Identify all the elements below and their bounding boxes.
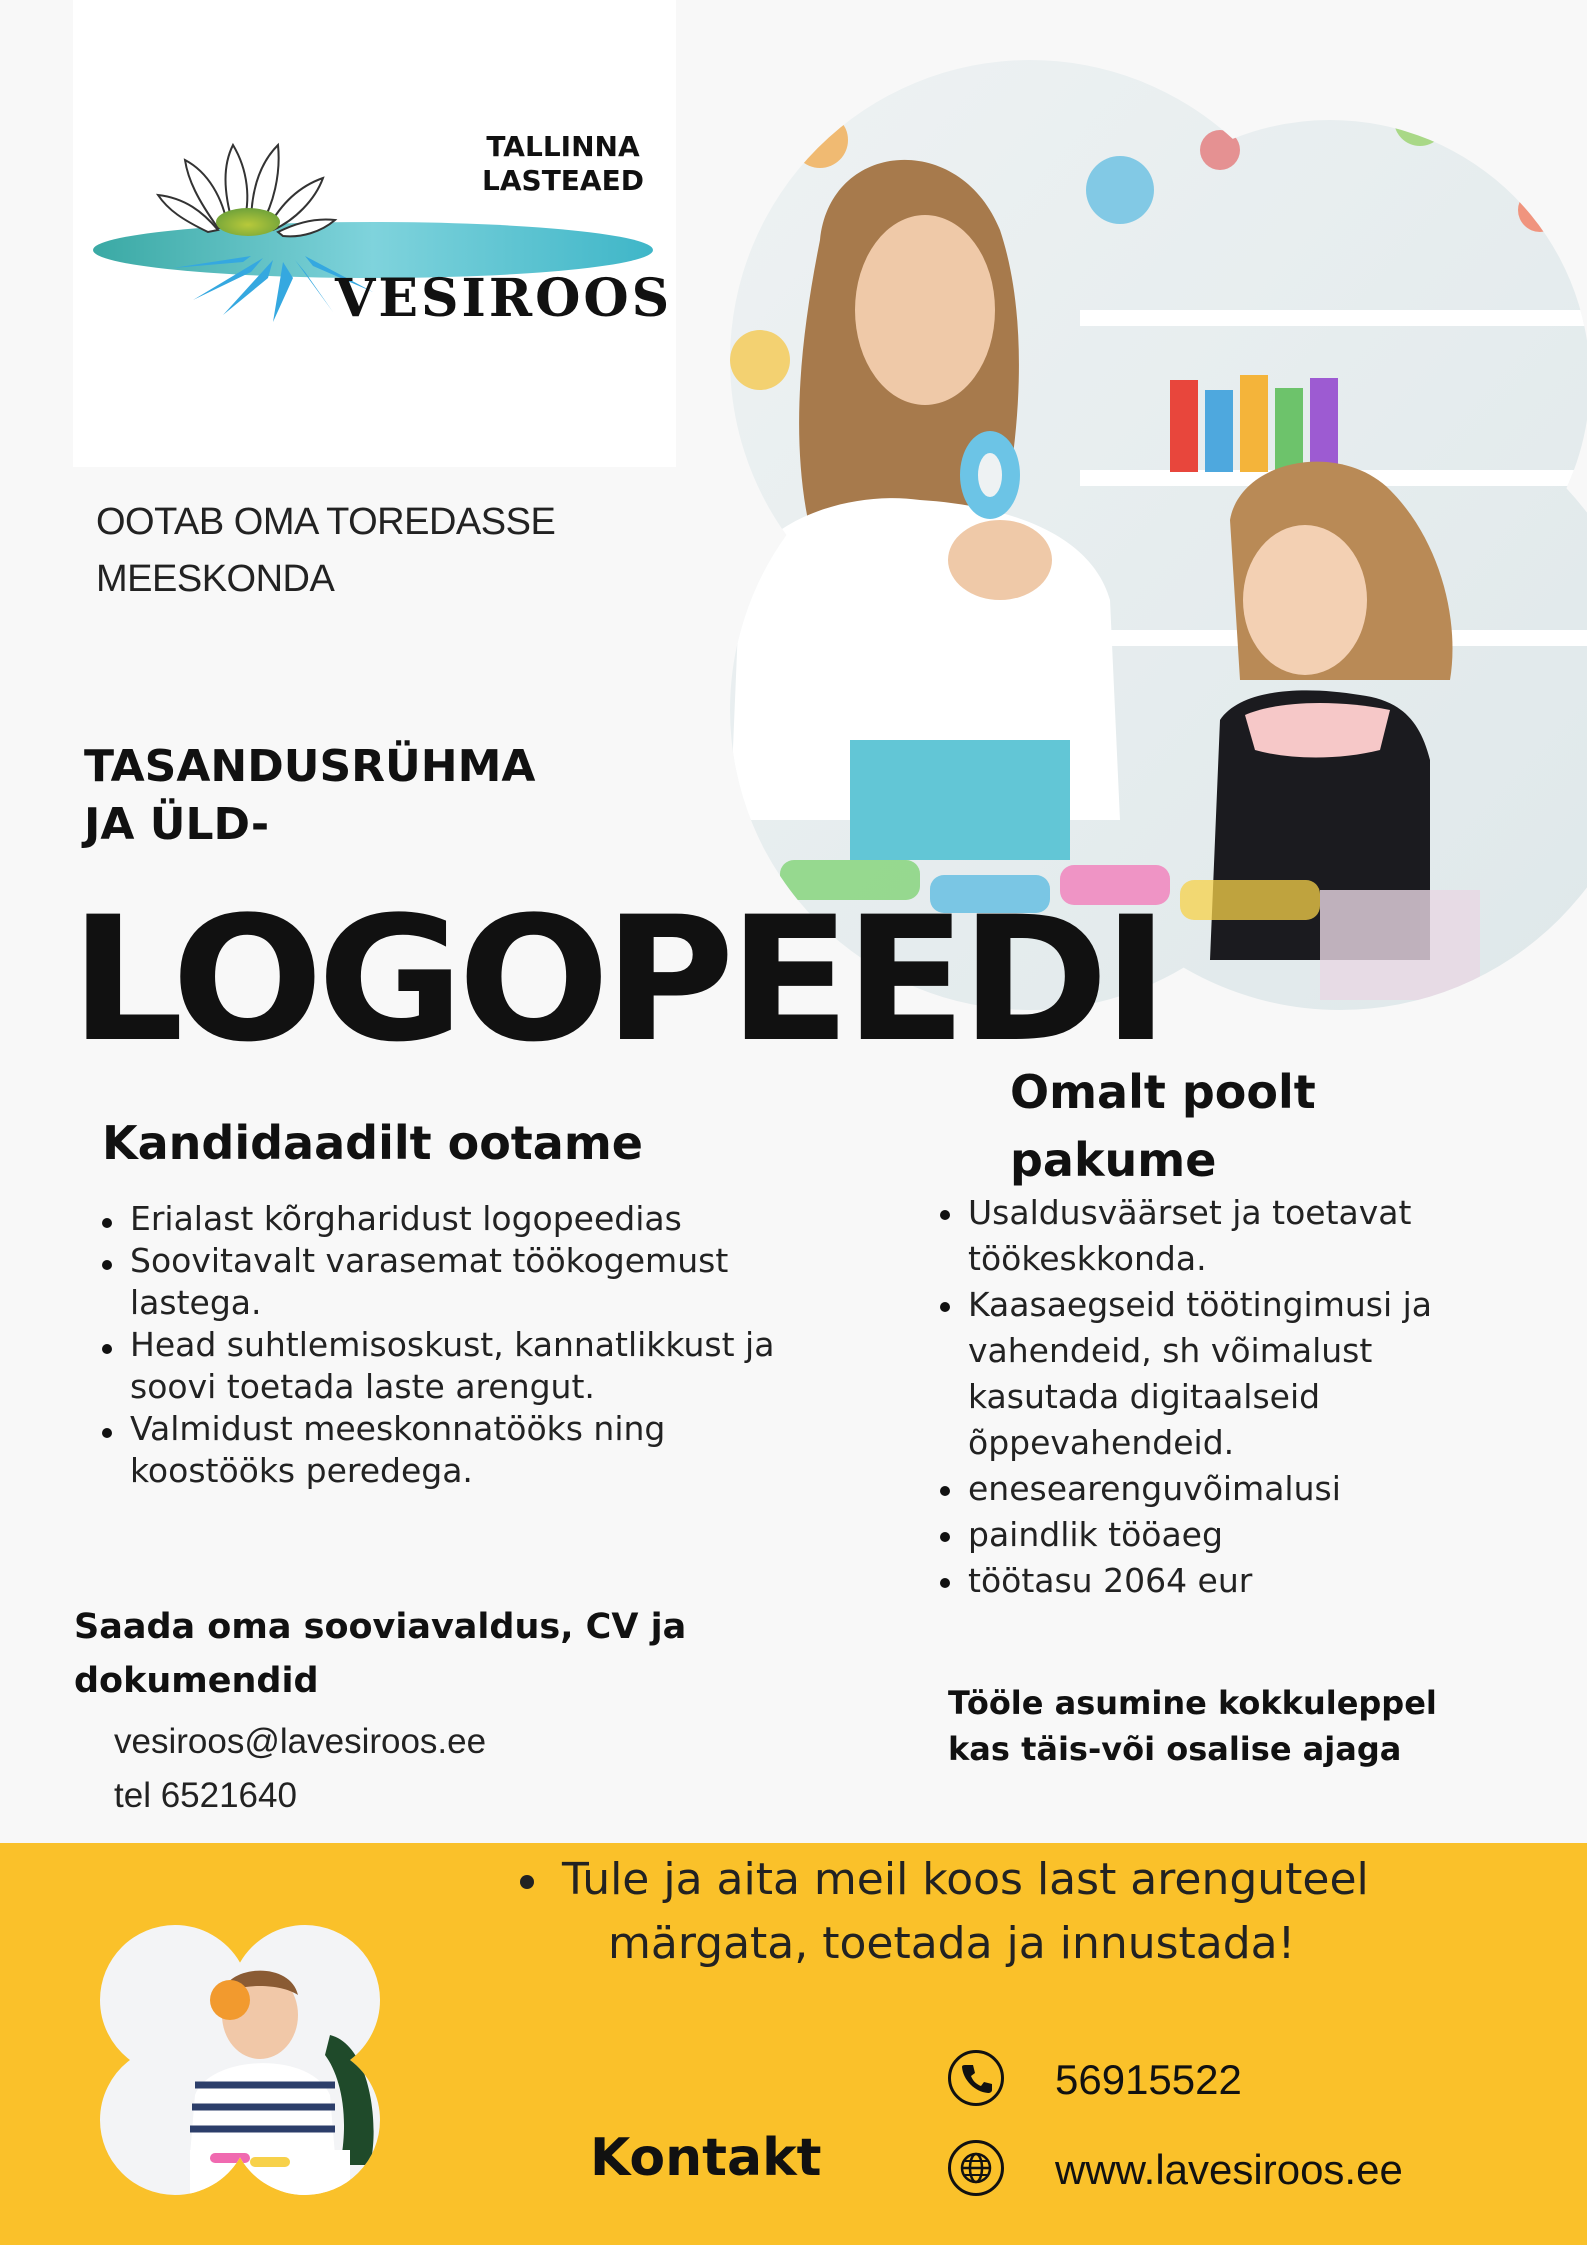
logo: [73, 0, 676, 467]
apply-text: Saada oma sooviavaldus, CV ja dokumendid: [74, 1607, 687, 1701]
contact-heading: Kontakt: [590, 2128, 822, 2188]
list-item: Head suhtlemisoskust, kannatlikkust ja soovi toetada laste arengut.: [100, 1324, 820, 1408]
hero-photo: [700, 60, 1587, 1010]
child-photo: [100, 1925, 380, 2195]
quote-line-2: märgata, toetada ja innustada!: [608, 1918, 1296, 1969]
list-item: Erialast kõrgharidust logopeedias: [100, 1198, 820, 1240]
logo-name: VESIROOS: [335, 268, 673, 329]
list-item: Valmidust meeskonnatööks ning koostööks peredega.: [100, 1408, 820, 1492]
expect-heading: Kandidaadilt ootame: [102, 1116, 643, 1170]
logo-text: [468, 130, 658, 198]
website-link[interactable]: www.lavesiroos.ee: [1055, 2146, 1403, 2193]
offer-heading-line-2: pakume: [1010, 1133, 1217, 1187]
bullet-icon: [520, 1875, 534, 1889]
list-item: Soovitavalt varasemat töökogemust lastega.: [100, 1240, 820, 1324]
offer-heading: [1010, 1058, 1316, 1194]
offer-list: [938, 1190, 1498, 1604]
tagline-line-1: OOTAB OMA TOREDASSE: [96, 501, 556, 543]
expect-list: [100, 1198, 820, 1492]
position-subtitle-line-1: TASANDUSRÜHMA: [84, 741, 536, 792]
water-lily-icon: [73, 0, 676, 467]
list-item: Kaasaegseid töötingimusi ja vahendeid, sh võimalust kasutada digitaalseid õppevahendeid.: [938, 1282, 1498, 1466]
globe-icon: [948, 2140, 1004, 2196]
position-subtitle: [84, 738, 535, 854]
start-note: [948, 1680, 1437, 1772]
start-note-line-2: kas täis-või osalise ajaga: [948, 1730, 1402, 1768]
list-item: enesearenguvõimalusi: [938, 1466, 1498, 1512]
offer-heading-line-1: Omalt poolt: [1010, 1065, 1316, 1119]
list-item: töötasu 2064 eur: [938, 1558, 1498, 1604]
apply-phone: tel 6521640: [114, 1776, 297, 1815]
position-title: LOGOPEEDI: [70, 879, 1163, 1080]
list-item: Usaldusväärset ja toetavat töökeskkonda.: [938, 1190, 1498, 1282]
list-item: paindlik tööaeg: [938, 1512, 1498, 1558]
tagline-line-2: MEESKONDA: [96, 558, 335, 600]
logo-line-2: LASTEAED: [482, 164, 644, 197]
logo-line-1: TALLINNA: [486, 130, 640, 163]
email-link[interactable]: vesiroos@lavesiroos.ee: [114, 1722, 487, 1761]
apply-contacts: [114, 1715, 486, 1823]
position-subtitle-line-2: JA ÜLD-: [84, 799, 270, 850]
tagline: [96, 494, 555, 608]
quote-line-1: Tule ja aita meil koos last arenguteel: [562, 1854, 1369, 1905]
start-note-line-1: Tööle asumine kokkuleppel: [948, 1684, 1437, 1722]
phone-number[interactable]: 56915522: [1055, 2056, 1242, 2103]
phone-icon: [948, 2050, 1004, 2106]
